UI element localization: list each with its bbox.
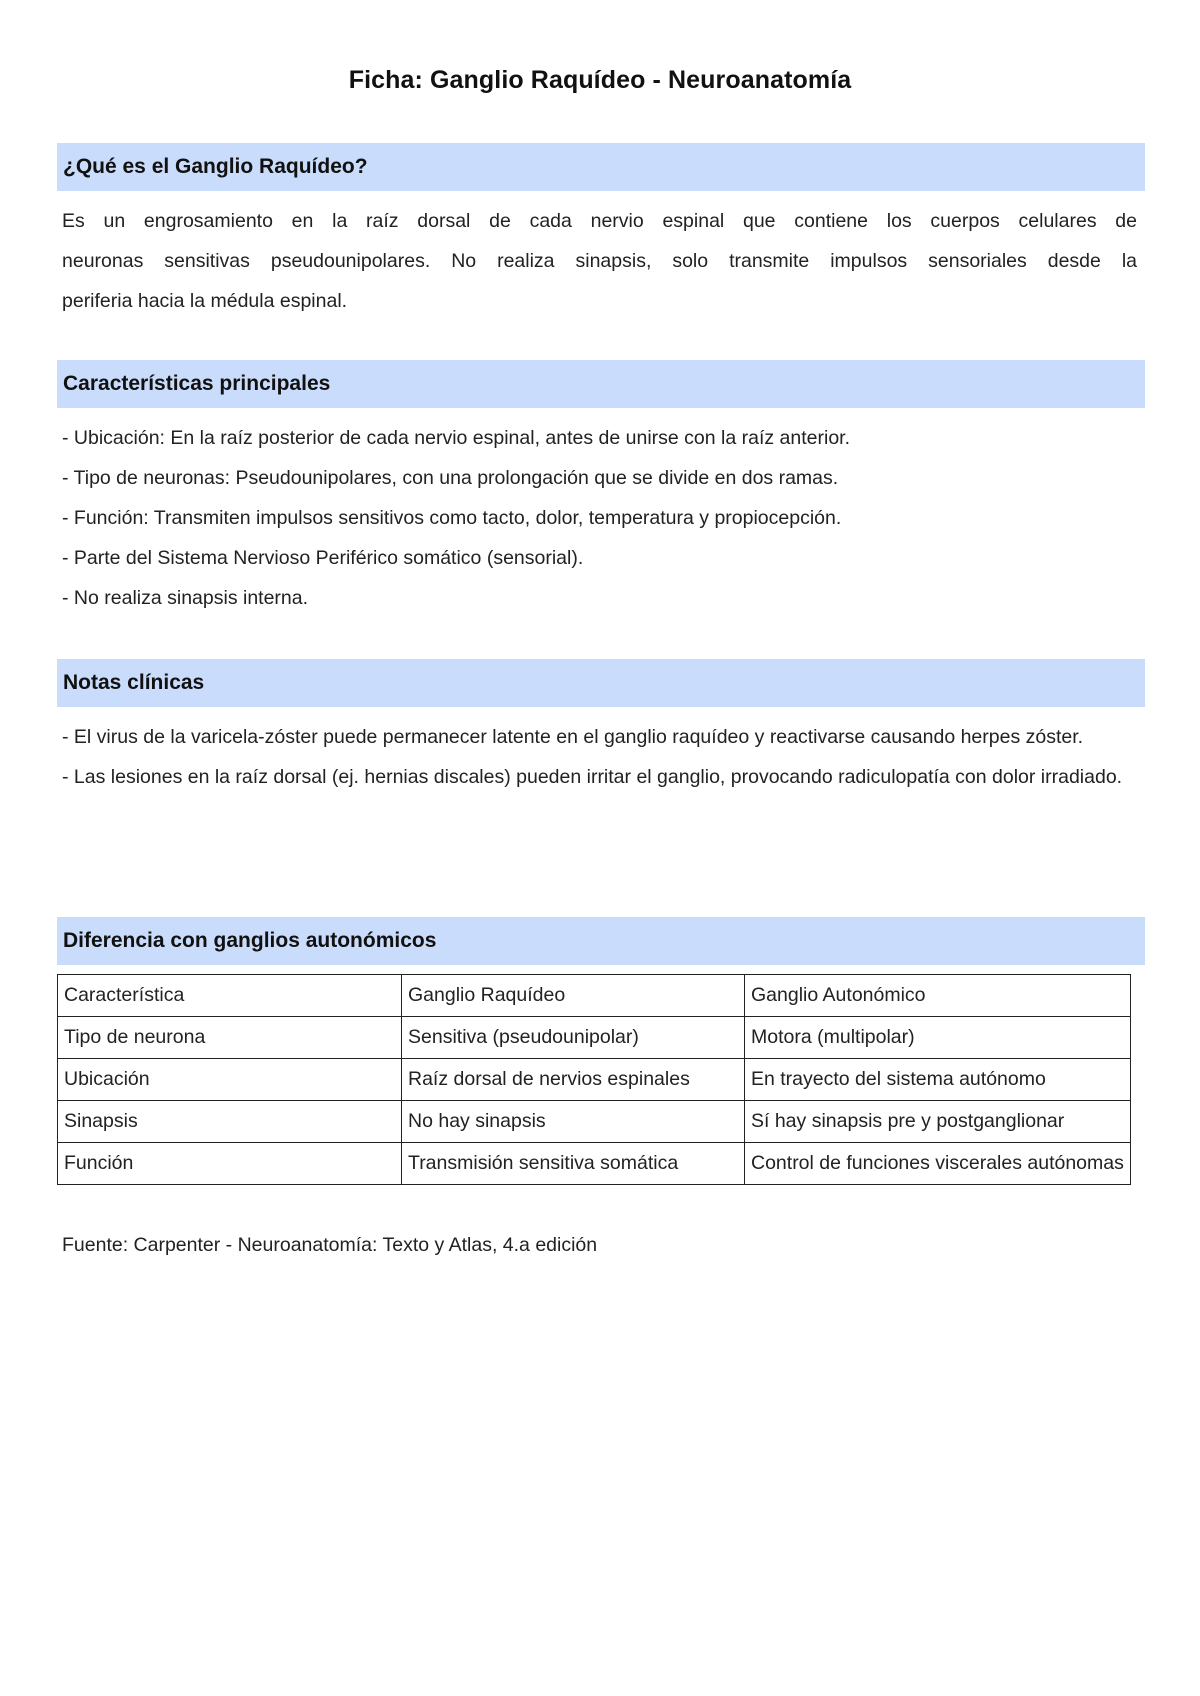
section-heading-clinical: Notas clínicas xyxy=(57,659,1145,707)
table-row xyxy=(58,1143,1131,1185)
table-cell: Transmisión sensitiva somática xyxy=(402,1143,745,1185)
table-cell: Control de funciones viscerales autónomas xyxy=(745,1143,1131,1185)
table-cell: Sí hay sinapsis pre y postganglionar xyxy=(745,1101,1131,1143)
table-cell: Ganglio Raquídeo xyxy=(402,975,745,1017)
list-item: - Función: Transmiten impulsos sensitivos como tacto, dolor, temperatura y propiocepción. xyxy=(62,507,842,529)
list-item: - El virus de la varicela-zóster puede permanecer latente en el ganglio raquídeo y reactivarse causando herpes zóster. xyxy=(62,726,1084,748)
section-heading-features: Características principales xyxy=(57,360,1145,408)
paragraph-line: neuronas sensitivas pseudounipolares. No realiza sinapsis, solo transmite impulsos sensoriales desde la xyxy=(62,250,1137,272)
table-cell: Ubicación xyxy=(58,1059,402,1101)
table-cell: Función xyxy=(58,1143,402,1185)
table-cell: Sensitiva (pseudounipolar) xyxy=(402,1017,745,1059)
table-cell: Característica xyxy=(58,975,402,1017)
table-row xyxy=(58,1059,1131,1101)
comparison-table xyxy=(57,974,1131,1185)
list-item: - Tipo de neuronas: Pseudounipolares, con una prolongación que se divide en dos ramas. xyxy=(62,467,839,489)
list-item: - Ubicación: En la raíz posterior de cada nervio espinal, antes de unirse con la raíz anterior. xyxy=(62,427,851,449)
table-cell: Sinapsis xyxy=(58,1101,402,1143)
table-cell: Ganglio Autonómico xyxy=(745,975,1131,1017)
table-cell: Tipo de neurona xyxy=(58,1017,402,1059)
table-cell: Raíz dorsal de nervios espinales xyxy=(402,1059,745,1101)
paragraph-line: periferia hacia la médula espinal. xyxy=(62,290,348,312)
table-row xyxy=(58,1101,1131,1143)
table-cell: No hay sinapsis xyxy=(402,1101,745,1143)
paragraph-line: Es un engrosamiento en la raíz dorsal de cada nervio espinal que contiene los cuerpos celulares de xyxy=(62,210,1137,232)
source-citation: Fuente: Carpenter - Neuroanatomía: Texto y Atlas, 4.a edición xyxy=(62,1234,598,1256)
document-title: Ficha: Ganglio Raquídeo - Neuroanatomía xyxy=(348,66,852,94)
section-heading-difference: Diferencia con ganglios autonómicos xyxy=(57,917,1145,965)
table-cell: En trayecto del sistema autónomo xyxy=(745,1059,1131,1101)
features-list xyxy=(62,418,1142,618)
table-row xyxy=(58,1017,1131,1059)
list-item: - Parte del Sistema Nervioso Periférico somático (sensorial). xyxy=(62,547,584,569)
table-row xyxy=(58,975,1131,1017)
list-item: - No realiza sinapsis interna. xyxy=(62,587,309,609)
section-heading-what-is: ¿Qué es el Ganglio Raquídeo? xyxy=(57,143,1145,191)
section-what-is-paragraph xyxy=(62,201,1137,321)
list-item: - Las lesiones en la raíz dorsal (ej. hernias discales) pueden irritar el ganglio, provocando radiculopatía con dolor irradiado. xyxy=(62,766,1123,788)
table-cell: Motora (multipolar) xyxy=(745,1017,1131,1059)
clinical-notes-list xyxy=(62,717,1137,797)
